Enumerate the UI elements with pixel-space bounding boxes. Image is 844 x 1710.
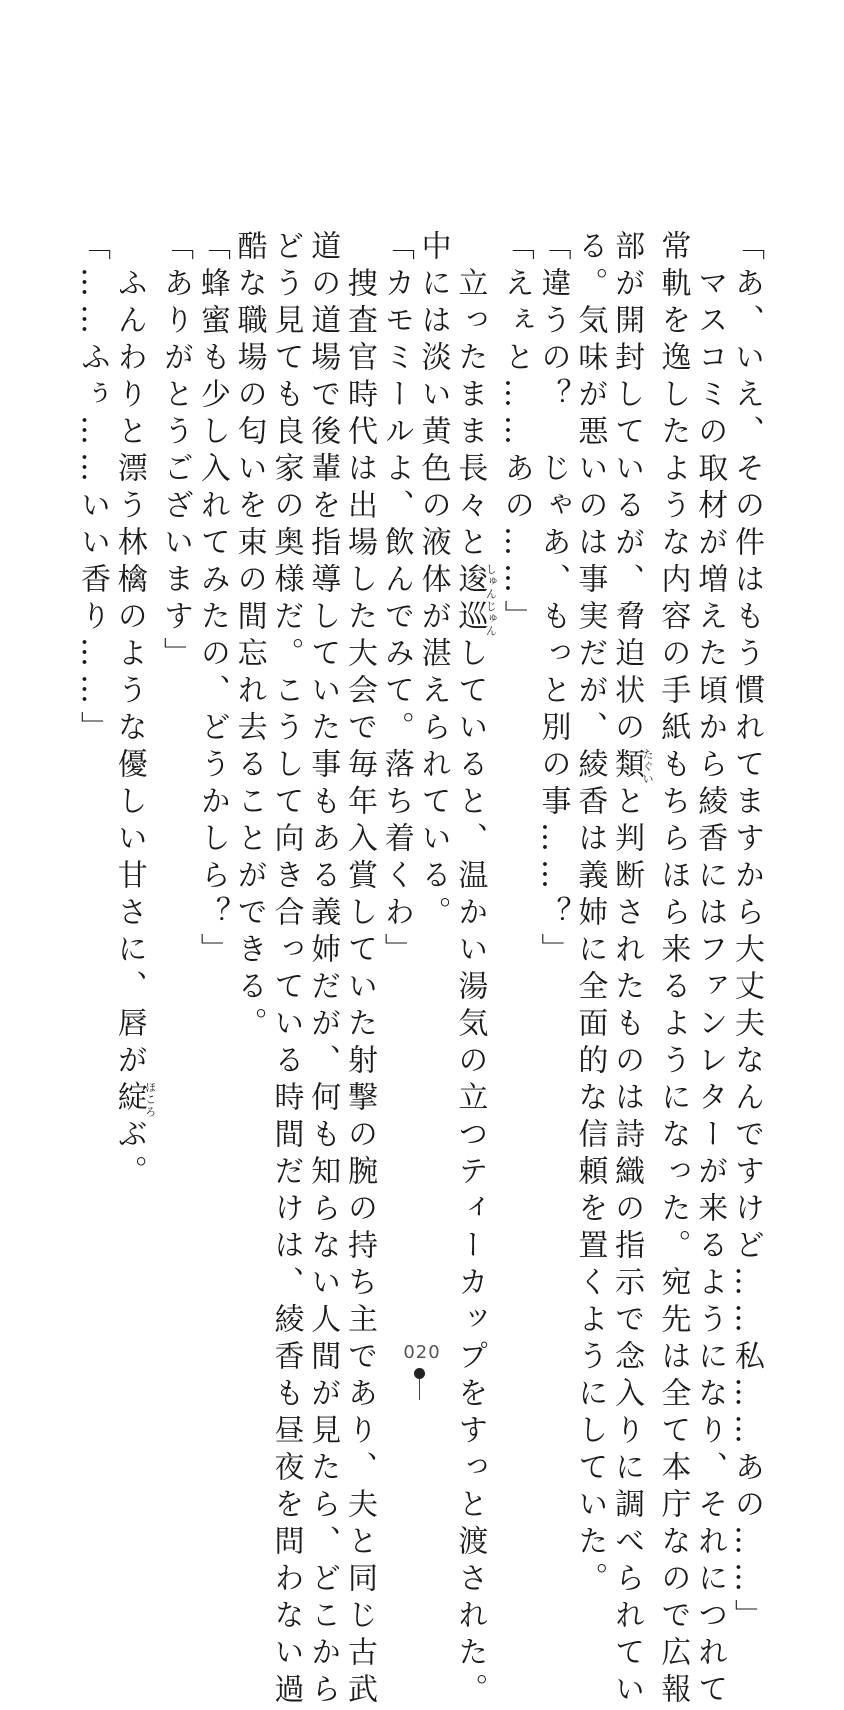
text-line — [497, 230, 534, 1150]
ruby-base: 類 — [609, 748, 645, 785]
text-line — [571, 230, 608, 1599]
text-segment: 「カモミールよ、飲んでみて。落ち着くわ」 — [378, 230, 414, 970]
text-segment: 「蜂蜜も少し入れてみたの、どうかしら？」 — [194, 230, 230, 970]
text-line — [607, 230, 655, 1710]
text-segment: 道の道場で後輩を指導していた事もある義姉だが、何も知らない人間が見たら、どこから — [305, 230, 341, 1710]
text-line — [451, 230, 498, 1710]
text-line — [73, 230, 110, 1150]
ruby-word — [452, 563, 498, 637]
text-line — [230, 230, 267, 1150]
text-segment: 「……ふぅ……いい香り……」 — [74, 230, 110, 748]
text-line — [727, 230, 764, 1636]
text-line — [193, 230, 230, 1150]
text-segment: どう見ても良家の奥様だ。こうして向き合っている時間だけは、綾香も昼夜を問わない過 — [268, 230, 304, 1710]
ruby-reading: ほころ — [143, 1081, 157, 1118]
text-segment: 捜査官時代は出場した大会で毎年入賞していた射撃の腕の持ち主であり、夫と同じ古武 — [342, 230, 378, 1710]
text-segment: ふんわりと漂う林檎のような優しい甘さに、唇が — [111, 230, 147, 1081]
ruby-word — [111, 1081, 157, 1118]
text-segment: していると、温かい湯気の立つティーカップをすっと渡された。 — [452, 637, 488, 1710]
text-segment: 酷な職場の匂いを束の間忘れ去ることができる。 — [231, 230, 267, 1044]
ruby-word — [609, 748, 655, 785]
ruby-reading: しゅんじゅん — [484, 563, 498, 637]
text-segment: 立ったまま長々と — [452, 230, 488, 563]
text-segment: ぶ。 — [111, 1118, 147, 1192]
text-line — [303, 230, 341, 1710]
text-line — [110, 230, 157, 1192]
text-line — [267, 230, 304, 1710]
text-segment: マスコミの取材が増えた頃から綾香にはファンレターが来るようになり、それにつれて — [692, 230, 728, 1710]
ruby-base: 綻 — [111, 1081, 147, 1118]
ruby-base: 逡巡 — [452, 563, 488, 637]
page-number: 020 — [403, 1342, 441, 1363]
text-segment: 「あ、いえ、その件はもう慣れてますから大丈夫なんですけど……私……あの……」 — [729, 230, 764, 1636]
text-segment: る。気味が悪いのは事実だが、綾香は義姉に全面的な信頼を置くようにしていた。 — [572, 230, 608, 1599]
text-segment: 「違うの？ じゃあ、もっと別の事……？」 — [535, 230, 571, 970]
ruby-reading: たぐい — [641, 748, 655, 785]
text-line — [654, 230, 691, 1710]
text-line — [414, 230, 451, 1150]
text-line — [534, 230, 571, 1150]
text-line — [377, 230, 414, 1150]
text-segment: 「ありがとうございます」 — [158, 230, 194, 674]
text-segment: 「えぇと……あの……」 — [498, 230, 534, 637]
page-marker-line — [419, 1378, 420, 1400]
text-segment: 中には淡い黄色の液体が湛えられている。 — [415, 230, 451, 933]
text-line — [690, 230, 728, 1710]
text-segment: と判断されたものは詩織の指示で念入りに調べられてい — [609, 785, 645, 1710]
text-line — [156, 230, 193, 1150]
text-segment: 部が開封しているが、脅迫状の — [609, 230, 645, 748]
text-segment: 常軌を逸したような内容の手紙もちらほら来るようになった。宛先は全て本庁なので広報 — [655, 230, 691, 1710]
text-line — [340, 230, 378, 1710]
